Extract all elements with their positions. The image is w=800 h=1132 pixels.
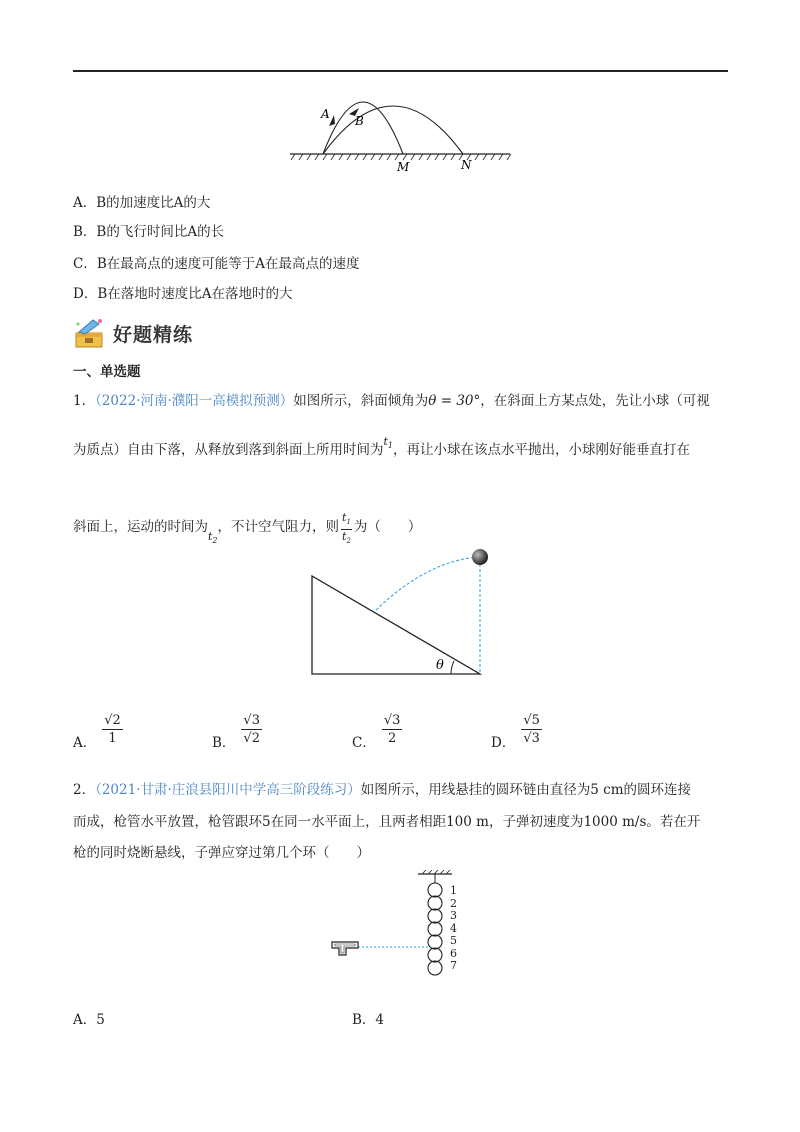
q1-theta-expr: θ = 30°: [428, 393, 481, 409]
ring-chain-figure: [330, 870, 470, 990]
q2-number: 2．: [73, 782, 96, 798]
ball: [472, 549, 488, 565]
section-banner: [73, 314, 213, 352]
ring-number: 1: [450, 884, 457, 897]
q1-t1: t1: [383, 435, 394, 451]
q1-number: 1．: [73, 393, 96, 409]
q1-line1: [73, 391, 710, 411]
prev-option-b: B．B的飞行时间比A的长: [73, 224, 225, 240]
q1-text-2b: ，再让小球在该点水平抛出，小球刚好能垂直打在: [393, 442, 691, 458]
q2-source: （2021·甘肃·庄浪县阳川中学高三阶段练习）: [95, 782, 361, 798]
q2-text-1: 如图所示，用线悬挂的圆环链由直径为5 cm的圆环连接: [360, 782, 692, 798]
q1-text-3c: 为（ ）: [353, 519, 422, 536]
q1-text-3a: 斜面上，运动的时间为: [73, 519, 208, 536]
q1-ratio: $\frac{t_1}{t_2}$: [342, 511, 351, 546]
label-b: B: [355, 114, 364, 128]
prev-option-c: C．B在最高点的速度可能等于A在最高点的速度: [73, 256, 360, 272]
ring-number: 4: [450, 921, 457, 935]
ring-number: 6: [450, 946, 457, 960]
q1-t2: t2: [208, 530, 218, 546]
q1-line2: [73, 435, 691, 465]
label-a: A: [321, 107, 330, 121]
projectile-figure: [285, 88, 515, 178]
prev-option-a: A．B的加速度比A的大: [73, 195, 211, 211]
ring-6: [428, 948, 442, 962]
ring-2: [428, 896, 442, 910]
banner-title: 好题精练: [113, 323, 194, 346]
ring-number: 7: [450, 959, 457, 972]
ring-number: 2: [450, 896, 457, 910]
ring-3: [428, 909, 442, 923]
q2-option-a[interactable]: A．5: [73, 1012, 105, 1028]
ring-number-list: [450, 885, 457, 973]
ring-number: 3: [450, 909, 457, 922]
q2-option-b[interactable]: B．4: [352, 1012, 385, 1028]
incline-figure: [308, 540, 498, 680]
q1-option-b[interactable]: B． √3 √2: [212, 712, 260, 751]
prev-option-d: D．B在落地时速度比A在落地时的大: [73, 286, 293, 302]
q2-line2: 而成，枪管水平放置，枪管跟环5在同一水平面上，且两者相距100 m，子弹初速度为1000 m/s。若在开: [73, 814, 701, 830]
q1-option-d[interactable]: D． √5 √3: [491, 712, 540, 751]
q1-option-a[interactable]: A． √2 1: [73, 712, 121, 751]
q1-text-3b: ，不计空气阻力，则: [217, 519, 340, 536]
header-rule: [73, 70, 728, 72]
section-title: 一、单选题: [73, 364, 141, 380]
label-m: M: [397, 160, 410, 174]
ring-4: [428, 922, 442, 936]
q1-text-2a: 为质点）自由下落，从释放到落到斜面上所用时间为: [73, 442, 384, 458]
label-n: N: [461, 158, 472, 172]
q2-line1: [73, 780, 691, 800]
ring-1: [428, 883, 442, 897]
q2-line3: 枪的同时烧断悬线，子弹应穿过第几个环（ ）: [73, 845, 370, 861]
ring-5: [428, 935, 442, 949]
q1-option-c[interactable]: C． √3 2: [352, 712, 401, 751]
q1-text-1b: ，在斜面上方某点处，先让小球（可视: [480, 393, 710, 409]
ring-7: [428, 961, 442, 975]
q1-text-1a: 如图所示，斜面倾角为: [293, 393, 429, 409]
incline-angle-label: θ: [436, 658, 444, 673]
q1-source: （2022·河南·濮阳一高模拟预测）: [95, 393, 294, 409]
ring-number: 5: [450, 934, 457, 947]
toolbox-icon: [73, 316, 107, 350]
